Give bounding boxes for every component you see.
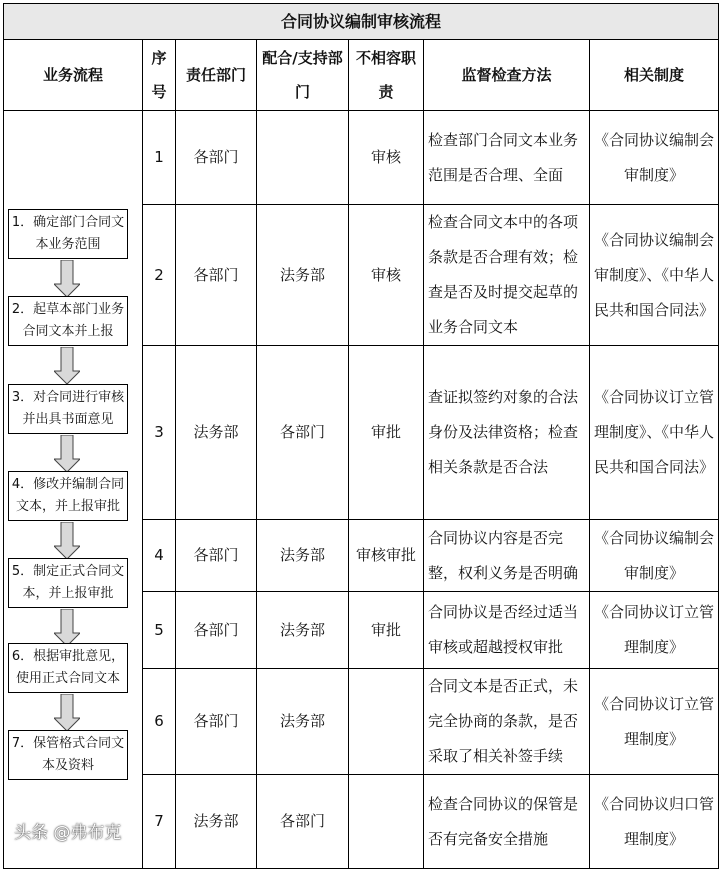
support-dept-cell: 各部门 <box>257 346 349 520</box>
responsible-dept-cell: 各部门 <box>176 520 257 592</box>
sequence-cell: 7 <box>143 775 176 869</box>
related-rules-cell: 《合同协议编制会审制度》、《中华人民共和国合同法》 <box>590 205 719 346</box>
table-row <box>4 111 719 205</box>
flow-step-box: 1．确定部门合同文本业务范围 <box>8 209 128 259</box>
check-method-cell: 合同协议是否经过适当审核或超越授权审批 <box>424 592 590 669</box>
sequence-cell: 3 <box>143 346 176 520</box>
header-resp: 责任部门 <box>176 40 257 111</box>
sequence-cell: 5 <box>143 592 176 669</box>
sequence-cell: 4 <box>143 520 176 592</box>
sequence-cell: 2 <box>143 205 176 346</box>
check-method-cell: 查证拟签约对象的合法身份及法律资格；检查相关条款是否合法 <box>424 346 590 520</box>
flow-step-box: 2．起草本部门业务合同文本并上报 <box>8 296 128 346</box>
support-dept-cell: 法务部 <box>257 592 349 669</box>
check-method-cell: 合同协议内容是否完整，权利义务是否明确 <box>424 520 590 592</box>
incompatible-duty-cell <box>349 669 424 775</box>
related-rules-cell: 《合同协议编制会审制度》 <box>590 520 719 592</box>
check-method-cell: 检查部门合同文本业务范围是否合理、全面 <box>424 111 590 205</box>
incompatible-duty-cell: 审批 <box>349 346 424 520</box>
header-seq: 序号 <box>143 40 176 111</box>
flow-step-box: 7．保管格式合同文本及资料 <box>8 730 128 780</box>
responsible-dept-cell: 各部门 <box>176 111 257 205</box>
flow-step-box: 6．根据审批意见，使用正式合同文本 <box>8 643 128 693</box>
related-rules-cell: 《合同协议订立管理制度》 <box>590 592 719 669</box>
support-dept-cell <box>257 111 349 205</box>
support-dept-cell: 法务部 <box>257 520 349 592</box>
table-title: 合同协议编制审核流程 <box>4 4 719 40</box>
support-dept-cell: 法务部 <box>257 205 349 346</box>
flow-step-box: 5．制定正式合同文本，并上报审批 <box>8 558 128 608</box>
down-arrow-icon <box>54 260 80 298</box>
incompatible-duty-cell: 审核 <box>349 111 424 205</box>
header-rules: 相关制度 <box>590 40 719 111</box>
sequence-cell: 1 <box>143 111 176 205</box>
sequence-cell: 6 <box>143 669 176 775</box>
responsible-dept-cell: 各部门 <box>176 592 257 669</box>
responsible-dept-cell: 各部门 <box>176 205 257 346</box>
related-rules-cell: 《合同协议编制会审制度》 <box>590 111 719 205</box>
down-arrow-icon <box>54 609 80 647</box>
related-rules-cell: 《合同协议订立管理制度》 <box>590 669 719 775</box>
down-arrow-icon <box>54 694 80 732</box>
check-method-cell: 检查合同协议的保管是否有完备安全措施 <box>424 775 590 869</box>
check-method-cell: 合同文本是否正式，未完全协商的条款，是否采取了相关补签手续 <box>424 669 590 775</box>
header-flow: 业务流程 <box>4 40 143 111</box>
process-table <box>3 3 719 869</box>
down-arrow-icon <box>54 347 80 385</box>
incompatible-duty-cell: 审批 <box>349 592 424 669</box>
header-method: 监督检查方法 <box>424 40 590 111</box>
incompatible-duty-cell: 审核审批 <box>349 520 424 592</box>
watermark: 头条 @弗布克 <box>14 823 122 843</box>
related-rules-cell: 《合同协议订立管理制度》、《中华人民共和国合同法》 <box>590 346 719 520</box>
flow-step-box: 4．修改并编制合同文本，并上报审批 <box>8 471 128 521</box>
flowchart-cell <box>4 111 143 869</box>
down-arrow-icon <box>54 435 80 473</box>
incompatible-duty-cell: 审核 <box>349 205 424 346</box>
incompatible-duty-cell <box>349 775 424 869</box>
responsible-dept-cell: 各部门 <box>176 669 257 775</box>
header-incompat: 不相容职责 <box>349 40 424 111</box>
flow-step-box: 3．对合同进行审核并出具书面意见 <box>8 384 128 434</box>
header-coop: 配合/支持部门 <box>257 40 349 111</box>
support-dept-cell: 各部门 <box>257 775 349 869</box>
responsible-dept-cell: 法务部 <box>176 775 257 869</box>
responsible-dept-cell: 法务部 <box>176 346 257 520</box>
support-dept-cell: 法务部 <box>257 669 349 775</box>
down-arrow-icon <box>54 522 80 560</box>
related-rules-cell: 《合同协议归口管理制度》 <box>590 775 719 869</box>
check-method-cell: 检查合同文本中的各项条款是否合理有效；检查是否及时提交起草的业务合同文本 <box>424 205 590 346</box>
